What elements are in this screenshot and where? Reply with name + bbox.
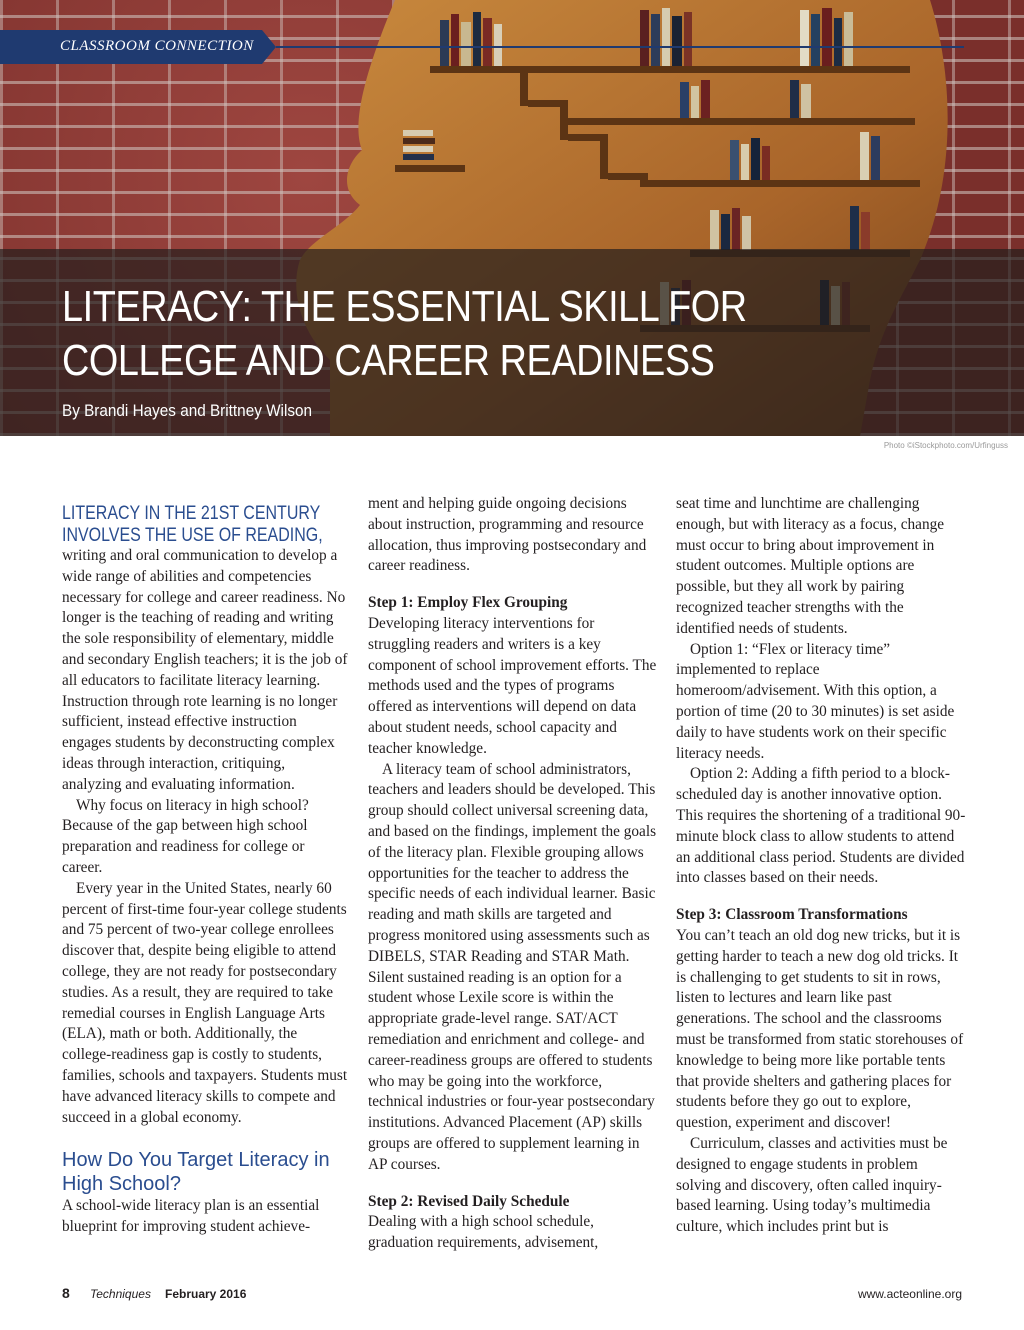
paragraph: Why focus on literacy in high school? Because of the gap between high school preparation and readiness for college or career. — [62, 796, 309, 876]
magazine-name: Techniques — [90, 1287, 151, 1301]
paragraph: Every year in the United States, nearly 60 percent of first-time four-year college students and 75 percent of two-year college enrollees discover that, despite being eligible to attend college, they are not ready for postsecondary studies. As a result, they are required to take remedial courses in English Language Arts (ELA), math or both. Additionally, the college-readiness gap is costly to students, families, schools and taxpayers. Students must have advanced literacy skills to compete and succeed in a global economy. — [62, 879, 348, 1126]
website-link[interactable]: www.acteonline.org — [857, 1287, 962, 1301]
paragraph: Option 2: Adding a fifth period to a block-scheduled day is another innovative option. This requires the shortening of a traditional 90-minute block class to allow students to attend an additional class period. Students are divided into classes based on their needs. — [676, 765, 966, 887]
paragraph: ment and helping guide ongoing decisions about instruction, programming and resource allocation, thus improving postsecondary and career readiness. — [368, 495, 647, 575]
section-rule — [276, 46, 964, 48]
paragraph: You can’t teach an old dog new tricks, but it is getting harder to teach a new dog old tricks. It is challenging to get students to sit in rows, listen to lectures and learn like past generations. The school and the classrooms must be transformed from static storehouses of knowledge to being more like portable tents that provide shelters and gathering places for students before they go out to explore, question, experiment and discover! — [676, 926, 964, 1132]
column-2 — [368, 494, 658, 1254]
paragraph: Option 1: “Flex or literacy time” implemented to replace homeroom/advisement. With this option, a portion of time (20 to 30 minutes) is set aside daily to have students work on their specific literacy needs. — [676, 640, 955, 762]
page-number: 8 — [62, 1285, 70, 1301]
lead-heading: LITERACY IN THE 21ST CENTURY INVOLVES THE USE OF READING, — [62, 502, 323, 546]
issue-date: February 2016 — [165, 1287, 247, 1301]
step-2-heading: Step 2: Revised Daily Schedule — [368, 1192, 570, 1210]
paragraph: A literacy team of school administrators, teachers and leaders should be developed. This group should collect universal screening data, and based on the findings, implement the goals of the literacy plan. Flexible grouping allows opportunities for the teacher to address the specific needs of each individual learner. Basic reading and math skills are targeted and progress monitored using assessments such as DIBELS, STAR Reading and STAR Math. Silent sustained reading is an option for a student whose Lexile score is within the appropriate grade-level range. SAT/ACT remediation and enrichment and college- and career-readiness groups are offered to students who may be going into the workforce, technical industries or four-year postsecondary institutions. Advanced Placement (AP) skills groups are offered to supplement learning in AP courses. — [368, 760, 657, 1173]
step-1-heading: Step 1: Employ Flex Grouping — [368, 594, 568, 612]
paragraph: Developing literacy interventions for struggling readers and writers is a key component of school improvement efforts. The methods used and the types of programs offered as interventions will depend on data about student needs, school capacity and teacher knowledge. — [368, 614, 657, 757]
article-title: LITERACY: THE ESSENTIAL SKILL FOR COLLEGE AND CAREER READINESS — [62, 282, 747, 385]
paragraph: seat time and lunchtime are challenging enough, but with literacy as a focus, change must occur to bring about improvement in student outcomes. Multiple options are possible, but they all work by pairing recognized teacher strengths with the identified needs of students. — [676, 495, 945, 637]
column-3 — [676, 494, 966, 1238]
subheading: How Do You Target Literacy in High School? — [62, 1149, 330, 1196]
column-1 — [62, 494, 348, 1238]
hero-image — [0, 0, 1024, 436]
paragraph: writing and oral communication to develop a wide range of abilities and competencies necessary for college and career readiness. No longer is the teaching of reading and writing the sole responsibility of elementary, middle and secondary English teachers; it is the job of all educators to facilitate literacy learning. Instruction through rote learning is no longer sufficient, instead effective instruction engages students by deconstructing complex ideas through interaction, critiquing, analyzing and evaluating information. — [62, 547, 348, 793]
paragraph: A school-wide literacy plan is an essential blueprint for improving student achieve- — [62, 1197, 320, 1236]
paragraph: Curriculum, classes and activities must be designed to engage students in problem solving and discovery, often called inquiry-based learning. Using today’s multimedia culture, which includes print but is — [676, 1134, 948, 1236]
step-3-heading: Step 3: Classroom Transformations — [676, 906, 908, 924]
photo-credit: Photo ©iStockphoto.com/Urfinguss — [883, 441, 1008, 450]
byline: By Brandi Hayes and Brittney Wilson — [62, 401, 313, 420]
section-label: CLASSROOM CONNECTION — [60, 38, 254, 54]
paragraph: Dealing with a high school schedule, graduation requirements, advisement, — [368, 1213, 599, 1252]
